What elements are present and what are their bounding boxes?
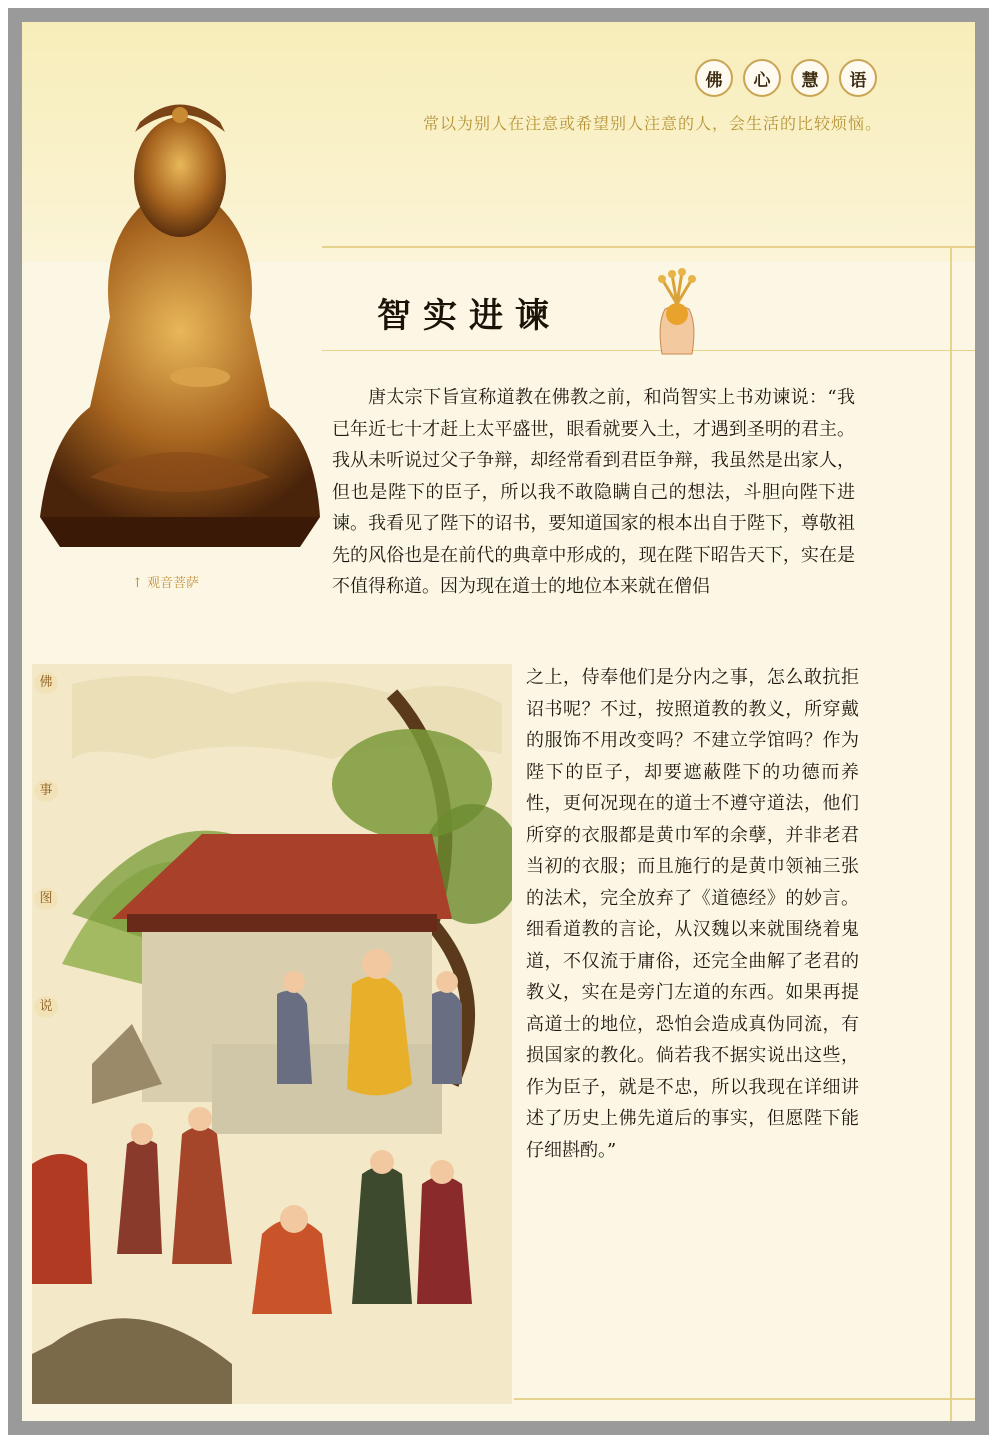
bodhisattva-statue-image <box>30 77 330 547</box>
book-page <box>22 22 975 1421</box>
label-char: 语 <box>839 59 877 97</box>
rule-bottom <box>514 1398 975 1400</box>
article-title: 智实进谏 <box>377 296 561 336</box>
wisdom-quote: 常以为别人在注意或希望别人注意的人，会生活的比较烦恼。 <box>423 114 883 133</box>
painting-side-label <box>34 672 58 1018</box>
label-char: 佛 <box>695 59 733 97</box>
section-label <box>695 59 877 97</box>
court-scene-painting <box>32 664 512 1404</box>
article-paragraph-top: 唐太宗下旨宣称道教在佛教之前，和尚智实上书劝谏说：“我已年近七十才赶上太平盛世，眼看就要入土，才遇到圣明的君主。我从未听说过父子争辩，却经常看到君臣争辩，我虽然是出家人，但也是陛下的臣子，所以我不敢隐瞒自己的想法，斗胆向陛下进谏。我看见了陛下的诏书，要知道国家的根本出自于陛下，尊敬祖先的风俗也是在前代的典章中形成的，现在陛下昭告天下，实在是不值得称道。因为现在道士的地位本来就在僧侣 <box>332 387 855 597</box>
side-label-char: 事 <box>34 780 58 802</box>
side-label-char: 图 <box>34 888 58 910</box>
label-char: 慧 <box>791 59 829 97</box>
statue-caption: ↑ 观音菩萨 <box>132 576 200 591</box>
hand-flower-icon <box>647 264 707 364</box>
label-char: 心 <box>743 59 781 97</box>
rule-right <box>950 246 952 1421</box>
rule-top <box>322 246 975 248</box>
side-label-char: 说 <box>34 996 58 1018</box>
side-label-char: 佛 <box>34 672 58 694</box>
article-paragraph-bottom: 之上，侍奉他们是分内之事，怎么敢抗拒诏书呢？不过，按照道教的教义，所穿戴的服饰不用改变吗？不建立学馆吗？作为陛下的臣子，却要遮蔽陛下的功德而养性，更何况现在的道士不遵守道法，他们所穿的衣服都是黄巾军的余孽，并非老君当初的衣服；而且施行的是黄巾领袖三张的法术，完全放弃了《道德经》的妙言。细看道教的言论，从汉魏以来就围绕着鬼道，不仅流于庸俗，还完全曲解了老君的教义，实在是旁门左道的东西。如果再提高道士的地位，恐怕会造成真伪同流，有损国家的教化。倘若我不据实说出这些，作为臣子，就是不忠，所以我现在详细讲述了历史上佛先道后的事实，但愿陛下能仔细斟酌。” <box>526 667 859 1161</box>
